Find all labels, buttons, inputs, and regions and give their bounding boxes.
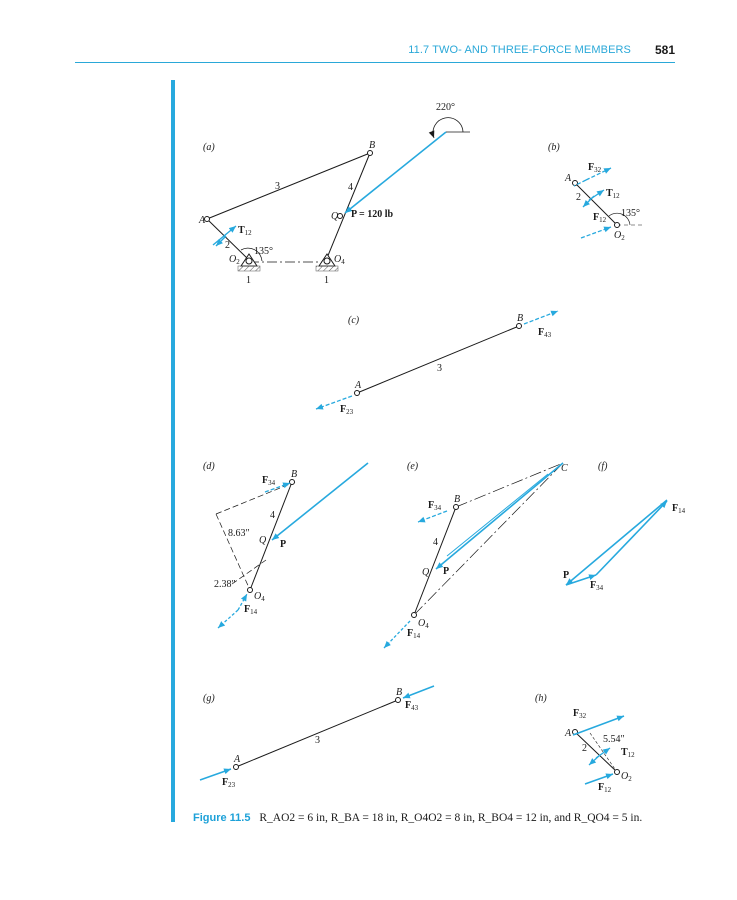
force-F34-e-arrow	[418, 511, 447, 522]
joint-O2-b	[615, 223, 620, 228]
label-T12-b: T12	[606, 188, 620, 200]
label-F23-c: F23	[340, 404, 354, 416]
label-angle-135: 135°	[254, 246, 273, 257]
joint-B-d	[290, 480, 295, 485]
force-F12-arrow	[581, 227, 611, 238]
label-link-2-h: 2	[582, 743, 587, 754]
link-4	[327, 153, 370, 258]
label-F43-g: F43	[405, 700, 419, 712]
force-P-f-arrow	[566, 500, 667, 585]
label-C-e: C	[561, 463, 568, 474]
running-head: 11.7 TWO- AND THREE-FORCE MEMBERS	[408, 44, 631, 56]
label-F32-h: F32	[573, 708, 587, 720]
force-P-e-arrow	[436, 463, 563, 569]
panel-b	[548, 142, 645, 242]
label-link-2: 2	[225, 240, 230, 251]
force-P-d-arrow	[272, 463, 368, 540]
force-F43-c-arrow	[524, 311, 558, 324]
force-F14-f-arrow	[596, 501, 667, 575]
panel-h	[535, 693, 635, 794]
label-dim-8-63: 8.63″	[228, 528, 250, 539]
label-O2: O2	[229, 254, 240, 266]
label-F43-c: F43	[538, 327, 552, 339]
label-F34-f: F34	[590, 580, 604, 592]
force-P-e-arrow-outline	[447, 474, 548, 556]
label-angle-135-b: 135°	[621, 208, 640, 219]
panel-e	[384, 461, 568, 648]
label-O2-b: O2	[614, 230, 625, 242]
panel-f	[563, 461, 686, 592]
link-3	[207, 153, 370, 219]
label-F34-e: F34	[428, 500, 442, 512]
label-F34-d: F34	[262, 475, 276, 487]
label-T12: T12	[238, 225, 252, 237]
label-F32-b: F32	[588, 162, 602, 174]
label-Q: Q	[331, 211, 339, 222]
label-B: B	[369, 140, 376, 151]
link-4-e	[414, 507, 456, 615]
joint-B	[368, 151, 373, 156]
label-ground-1a: 1	[246, 275, 251, 286]
joint-A-c	[355, 391, 360, 396]
label-dim-2-38: 2.38″	[214, 579, 236, 590]
label-Q-e: Q	[422, 567, 430, 578]
panel-e-label: (e)	[407, 461, 419, 472]
force-P-arrow	[345, 132, 446, 213]
label-P-f: P	[563, 570, 570, 581]
panel-b-label: (b)	[548, 142, 560, 153]
panel-g-label: (g)	[203, 693, 215, 704]
angle-220: 220°	[436, 102, 455, 113]
label-B-c: B	[517, 313, 524, 324]
page-number: 581	[654, 43, 675, 57]
link-3-c	[357, 326, 519, 393]
label-A-b: A	[565, 173, 572, 184]
joint-A	[205, 217, 210, 222]
torque-T12-b-arrow-2	[583, 196, 594, 207]
panel-c-label: (c)	[348, 315, 360, 326]
F34-line-of-action	[216, 482, 295, 514]
joint-A-b	[573, 181, 578, 186]
label-link-4-d: 4	[270, 510, 275, 521]
figure-caption	[193, 812, 642, 824]
panel-a-label: (a)	[203, 142, 215, 153]
angle-220-arc	[433, 118, 463, 138]
panel-d-label: (d)	[203, 461, 215, 472]
torque-T12-h-arrow-2	[589, 755, 600, 765]
joint-A-g	[234, 765, 239, 770]
label-A-c: A	[355, 380, 362, 391]
label-ground-1b: 1	[324, 275, 329, 286]
joint-O4-d	[248, 588, 253, 593]
label-dim-5-54: 5.54″	[603, 734, 625, 745]
label-force-P: P = 120 lb	[351, 209, 394, 220]
joint-B-c	[517, 324, 522, 329]
panel-f-label: (f)	[598, 461, 608, 472]
caption-label: Figure 11.5	[193, 812, 251, 824]
label-F12-b: F12	[593, 212, 607, 224]
label-A-g: A	[234, 754, 241, 765]
label-link-3: 3	[275, 181, 280, 192]
label-link-4-e: 4	[433, 537, 438, 548]
joint-O2-h	[615, 770, 620, 775]
label-A-h: A	[565, 728, 572, 739]
label-link-4: 4	[348, 182, 353, 193]
panel-h-label: (h)	[535, 693, 547, 704]
label-P-e: P	[443, 566, 450, 577]
label-F12-h: F12	[598, 782, 612, 794]
label-P-d: P	[280, 539, 287, 550]
force-F43-g-arrow	[403, 686, 434, 698]
label-F14-f: F14	[672, 503, 686, 515]
dim-2-38-line	[232, 560, 266, 584]
label-link-3-g: 3	[315, 735, 320, 746]
label-F14-d: F14	[244, 604, 258, 616]
label-Q-d: Q	[259, 535, 267, 546]
panel-c	[316, 311, 558, 416]
label-T12-h: T12	[621, 747, 635, 759]
panel-g	[200, 686, 434, 789]
joint-Q	[338, 214, 343, 219]
label-F23-g: F23	[222, 777, 236, 789]
label-O4-d: O4	[254, 591, 265, 603]
label-B-g: B	[396, 687, 403, 698]
F34-line-e	[456, 463, 563, 507]
label-O2-h: O2	[621, 771, 632, 783]
force-F14-d-arrow-2	[218, 610, 238, 628]
label-link-2-b: 2	[576, 192, 581, 203]
panel-d	[203, 461, 368, 628]
joint-B-e	[454, 505, 459, 510]
joint-O4-e	[412, 613, 417, 618]
joint-B-g	[396, 698, 401, 703]
label-O4-e: O4	[418, 618, 429, 630]
label-F14-e: F14	[407, 628, 421, 640]
caption-text: R_AO2 = 6 in, R_BA = 18 in, R_O4O2 = 8 in, R_BO4 = 12 in, and R_QO4 = 5 in.	[259, 812, 643, 824]
label-B-d: B	[291, 469, 298, 480]
label-A: A	[199, 215, 206, 226]
link-3-g	[236, 700, 398, 767]
label-B-e: B	[454, 494, 461, 505]
panel-a	[198, 102, 470, 286]
link-4-d	[250, 482, 292, 590]
label-link-3-c: 3	[437, 363, 442, 374]
label-O4: O4	[334, 254, 345, 266]
